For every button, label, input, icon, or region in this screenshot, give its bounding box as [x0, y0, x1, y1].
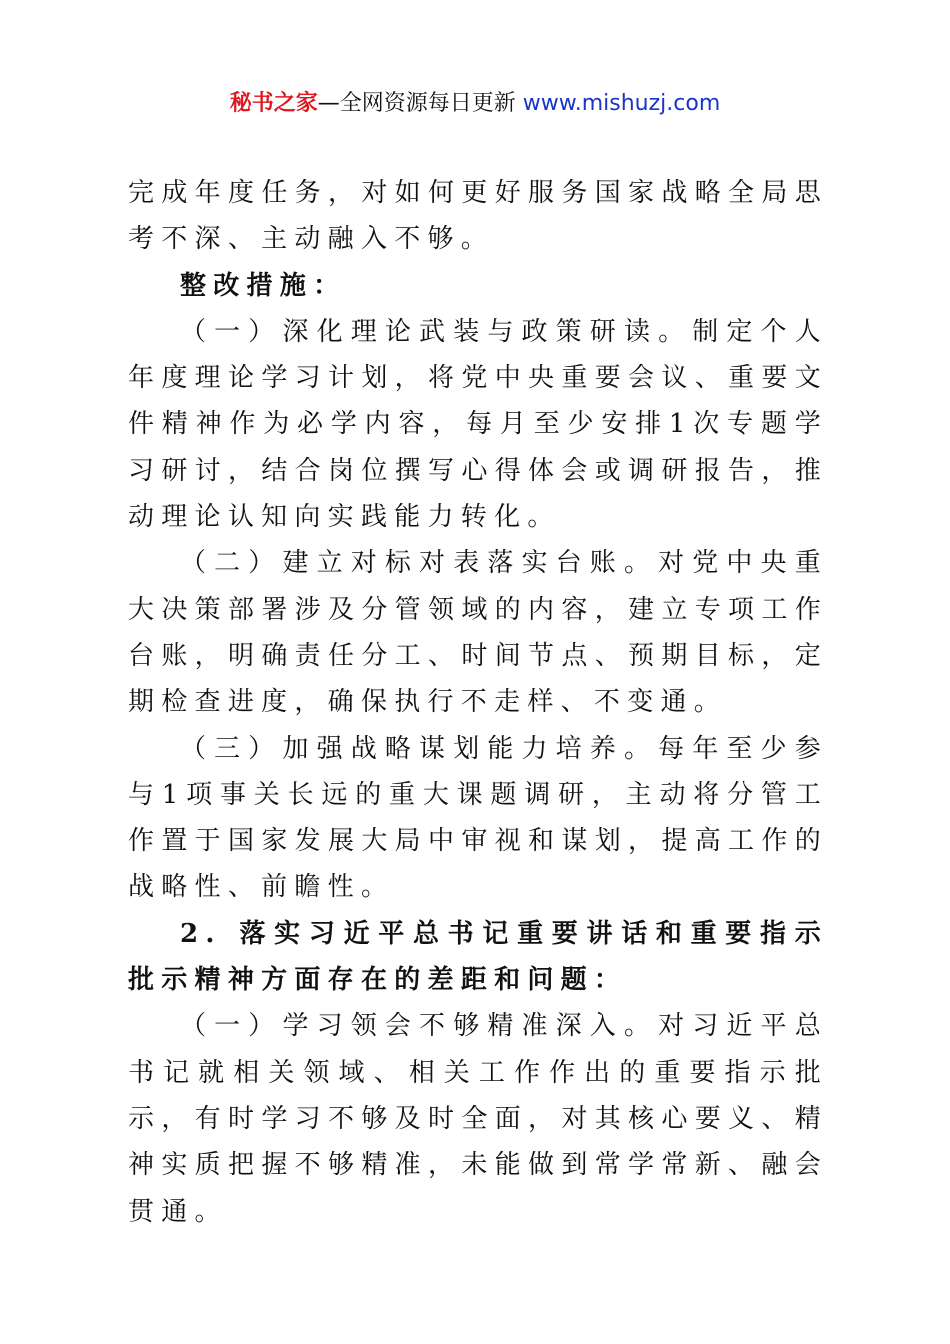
paragraph-continuation: 完成年度任务，对如何更好服务国家战略全局思考不深、主动融入不够。: [128, 178, 828, 255]
document-body: [128, 170, 828, 1235]
paragraph-issue-1: （一）学习领会不够精准深入。对习近平总书记就相关领域、相关工作作出的重要指示批示，有时学习不够及时全面，对其核心要义、精神实质把握不够精准，未能做到常学常新、融会贯通。: [128, 1011, 828, 1227]
heading-section-2: 2. 落实习近平总书记重要讲话和重要指示批示精神方面存在的差距和问题：: [128, 918, 828, 996]
paragraph-measure-2: （二）建立对标对表落实台账。对党中央重大决策部署涉及分管领域的内容，建立专项工作台账，明确责任分工、时间节点、预期目标，定期检查进度，确保执行不走样、不变通。: [128, 548, 828, 718]
site-header: [0, 88, 950, 120]
paragraph-measure-3: （三）加强战略谋划能力培养。每年至少参与1项事关长远的重大课题调研，主动将分管工作置于国家发展大局中审视和谋划，提高工作的战略性、前瞻性。: [128, 733, 828, 903]
site-url-link[interactable]: www.mishuzj.com: [522, 91, 721, 116]
heading-rectification-measures: 整改措施：: [180, 270, 347, 301]
site-brand: 秘书之家: [229, 91, 318, 116]
site-slogan: —全网资源每日更新: [317, 91, 523, 116]
paragraph-measure-1: （一）深化理论武装与政策研读。制定个人年度理论学习计划，将党中央重要会议、重要文件精神作为必学内容，每月至少安排1次专题学习研讨，结合岗位撰写心得体会或调研报告，推动理论认知向实践能力转化。: [128, 316, 828, 533]
